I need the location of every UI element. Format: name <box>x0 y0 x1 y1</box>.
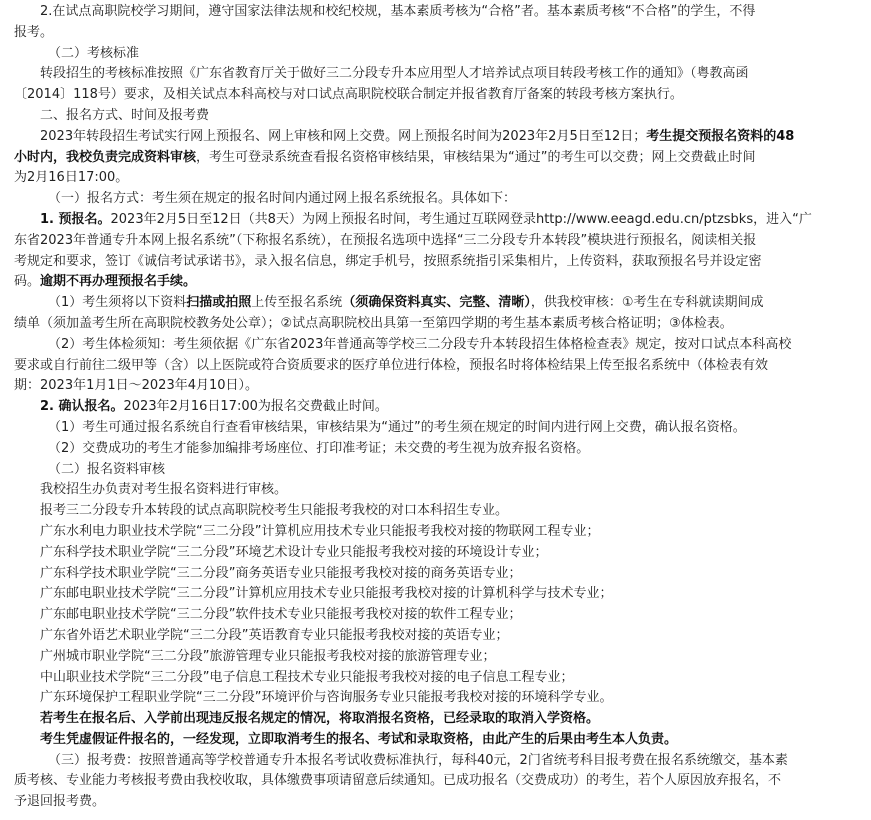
text-segment: 广东省外语艺术职业学院“三二分段”英语教育专业只能报考我校对接的英语专业； <box>40 627 509 643</box>
text-line <box>14 85 864 106</box>
text-line <box>14 564 864 585</box>
text-line <box>14 168 864 189</box>
text-line <box>14 688 864 709</box>
bold-text-segment: 考生提交预报名资料的48 <box>646 128 795 144</box>
text-line <box>14 543 864 564</box>
text-line <box>14 23 864 44</box>
bold-text-segment: 2. 确认报名。 <box>40 399 124 415</box>
text-line <box>14 584 864 605</box>
text-segment: 期：2023年1月1日～2023年4月10日）。 <box>14 378 259 394</box>
text-segment: 2.在试点高职院校学习期间，遵守国家法律法规和校纪校规，基本素质考核为“合格”者。基本素质考核“不合格”的学生，不得 <box>40 4 756 19</box>
text-line <box>14 418 864 439</box>
text-segment: 上传至报名系统 <box>251 295 343 311</box>
text-segment: 2023年2月5日至12日（共8天）为网上预报名时间，考生通过互联网登录http://www.eeagd.edu.cn/ptzsbks，进入“广 <box>110 211 812 227</box>
text-segment: 报考三二分段专升本转段的试点高职院校考生只能报考我校的对口本科招生专业。 <box>40 503 509 519</box>
text-segment: 绩单（须加盖考生所在高职院校教务处公章）；②试点高职院校出具第一至第四学期的考生基本素质考核合格证明；③体检表。 <box>14 315 733 331</box>
text-line <box>14 501 864 522</box>
text-line <box>14 148 864 169</box>
bold-text-segment: 1. 预报名。 <box>40 211 111 227</box>
text-line <box>14 210 864 231</box>
text-segment: 2023年转段招生考试实行网上预报名、网上审核和网上交费。网上预报名时间为2023年2月5日至12日； <box>40 128 647 144</box>
text-segment: 中山职业技术学院“三二分段”电子信息工程技术专业只能报考我校对接的电子信息工程专业； <box>40 669 574 685</box>
text-segment: 要求或自行前往二级甲等（含）以上医院或符合资质要求的医疗单位进行体检，预报名时将体检结果上传至报名系统中（体检表有效 <box>14 357 769 373</box>
text-segment: 广东水利电力职业技术学院“三二分段”计算机应用技术专业只能报考我校对接的物联网工程专业； <box>40 523 600 539</box>
text-segment: 报考。 <box>14 24 54 40</box>
text-segment: 转段招生的考核标准按照《广东省教育厅关于做好三二分段专升本应用型人才培养试点项目转段考核工作的通知》（粤教高函 <box>40 66 749 82</box>
text-line <box>14 605 864 626</box>
text-line <box>14 252 864 273</box>
text-segment: 2023年2月16日17:00为报名交费截止时间。 <box>123 399 388 415</box>
bold-text-segment: 若考生在报名后、入学前出现违反报名规定的情况，将取消报名资格，已经录取的取消入学资格。 <box>40 711 600 727</box>
text-segment: （二）报名资料审核 <box>48 461 166 477</box>
text-line <box>14 44 864 65</box>
text-line <box>14 626 864 647</box>
text-segment: ，考生可登录系统查看报名资格审核结果，审核结果为“通过”的考生可以交费；网上交费截止时间 <box>196 149 756 165</box>
text-line <box>14 751 864 772</box>
text-segment: 广东科学技术职业学院“三二分段”环境艺术设计专业只能报考我校对接的环境设计专业； <box>40 544 548 560</box>
text-line <box>14 439 864 460</box>
text-segment: 考规定和要求，签订《诚信考试承诺书》，录入报名信息，绑定手机号，按照系统指引采集相片，上传资料，获取预报名号并设定密 <box>14 253 762 269</box>
text-segment: 我校招生办负责对考生报名资料进行审核。 <box>40 482 288 498</box>
text-line <box>14 231 864 252</box>
text-line <box>14 127 864 148</box>
text-line <box>14 272 864 293</box>
text-segment: （1）考生须将以下资料 <box>48 295 187 311</box>
text-line <box>14 356 864 377</box>
text-line <box>14 293 864 314</box>
text-segment: 广州城市职业学院“三二分段”旅游管理专业只能报考我校对接的旅游管理专业； <box>40 648 496 664</box>
text-line <box>14 335 864 356</box>
text-line <box>14 771 864 792</box>
text-segment: （2）交费成功的考生才能参加编排考场座位、打印准考证；未交费的考生视为放弃报名资格。 <box>48 440 590 456</box>
text-segment: 二、报名方式、时间及报考费 <box>40 107 210 123</box>
text-line <box>14 189 864 210</box>
text-line <box>14 522 864 543</box>
text-line <box>14 106 864 127</box>
text-segment: 质考核、专业能力考核报考费由我校收取，具体缴费事项请留意后续通知。已成功报名（交费成功）的考生，若个人原因放弃报名，不 <box>14 773 782 789</box>
text-line <box>14 792 864 813</box>
text-segment: （二）考核标准 <box>48 45 140 61</box>
text-line <box>14 2 864 23</box>
bold-text-segment: 逾期不再办理预报名手续。 <box>40 274 197 290</box>
document-body <box>14 0 864 813</box>
text-line <box>14 647 864 668</box>
bold-text-segment: （须确保资料真实、完整、清晰） <box>342 295 531 311</box>
bold-text-segment: 小时内，我校负责完成资料审核 <box>14 149 197 165</box>
text-line <box>14 460 864 481</box>
text-segment: 〔2014〕118号）要求，及相关试点本科高校与对口试点高职院校联合制定并报省教育厅备案的转段考核方案执行。 <box>14 87 683 103</box>
bold-text-segment: 扫描或拍照 <box>186 295 252 311</box>
text-segment: （1）考生可通过报名系统自行查看审核结果，审核结果为“通过”的考生须在规定的时间内进行网上交费，确认报名资格。 <box>48 419 746 435</box>
text-segment: 码。 <box>14 274 41 290</box>
text-line <box>14 64 864 85</box>
text-segment: 广东邮电职业技术学院“三二分段”软件技术专业只能报考我校对接的软件工程专业； <box>40 607 522 623</box>
text-segment: 为2月16日17:00。 <box>14 170 129 186</box>
text-line <box>14 668 864 689</box>
text-line <box>14 709 864 730</box>
text-line <box>14 730 864 751</box>
text-segment: 广东环境保护工程职业学院“三二分段”环境评价与咨询服务专业只能报考我校对接的环境科学专业。 <box>40 690 613 706</box>
text-line <box>14 376 864 397</box>
bold-text-segment: 考生凭虚假证件报名的，一经发现，立即取消考生的报名、考试和录取资格，由此产生的后果由考生本人负责。 <box>40 731 678 747</box>
text-segment: ，供我校审核：①考生在专科就读期间成 <box>530 295 764 311</box>
text-segment: （一）报名方式：考生须在规定的报名时间内通过网上报名系统报名。具体如下： <box>48 191 517 207</box>
text-segment: 广东科学技术职业学院“三二分段”商务英语专业只能报考我校对接的商务英语专业； <box>40 565 522 581</box>
text-line <box>14 480 864 501</box>
text-segment: 东省2023年普通专升本网上报名系统”（下称报名系统），在预报名选项中选择“三二分段专升本转段”模块进行预报名，阅读相关报 <box>14 232 757 248</box>
text-segment: （2）考生体检须知：考生须依据《广东省2023年普通高等学校三二分段专升本转段招生体格检查表》规定，按对口试点本科高校 <box>48 336 792 352</box>
text-segment: （三）报考费：按照普通高等学校普通专升本报名考试收费标准执行，每科40元，2门省统考科目报考费在报名系统缴交，基本素 <box>48 752 788 768</box>
text-line <box>14 397 864 418</box>
text-line <box>14 314 864 335</box>
text-segment: 广东邮电职业技术学院“三二分段”计算机应用技术专业只能报考我校对接的计算机科学与技术专业； <box>40 586 613 602</box>
text-segment: 予退回报考费。 <box>14 794 106 810</box>
